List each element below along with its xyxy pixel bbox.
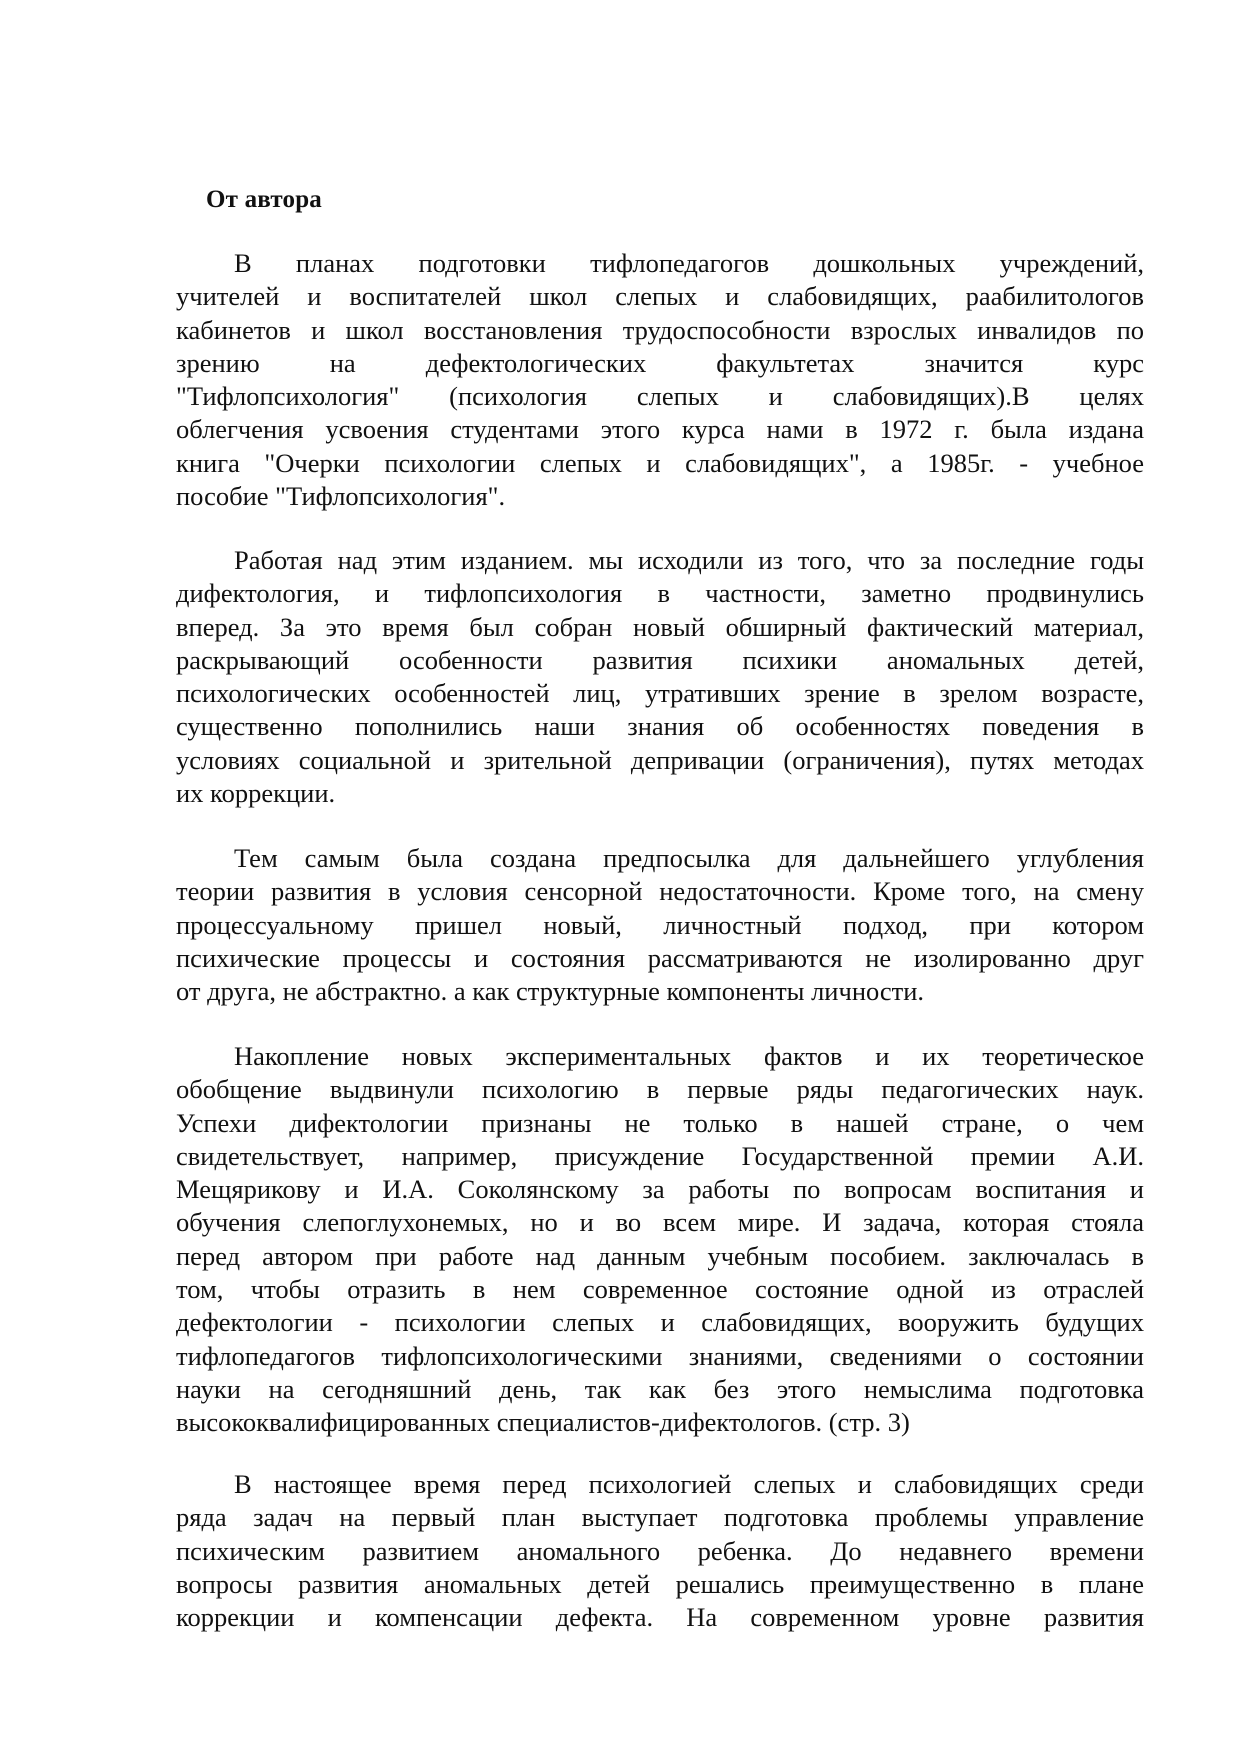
text-line: науки на сегодняшний день, так как без этого немыслима подготовка [176, 1373, 1144, 1404]
text-line: существенно пополнились наши знания об особенностях поведения в [176, 711, 1144, 742]
text-line: Мещярикову и И.А. Соколянскому за работы по вопросам воспитания и [176, 1174, 1144, 1205]
text-line: дефектологии - психологии слепых и слабовидящих, вооружить будущих [176, 1307, 1144, 1338]
text-line: кабинетов и школ восстановления трудоспособности взрослых инвалидов по [176, 314, 1144, 345]
text-line: раскрывающий особенности развития психики аномальных детей, [176, 644, 1144, 675]
text-line: зрению на дефектологических факультетах значится курс [176, 347, 1144, 378]
text-line: дифектология, и тифлопсихология в частности, заметно продвинулись [176, 578, 1144, 609]
text-line: от друга, не абстрактно. а как структурные компоненты личности. [176, 976, 925, 1007]
text-line: книга "Очерки психологии слепых и слабовидящих", а 1985г. - учебное [176, 447, 1144, 478]
text-line: "Тифлопсихология" (психология слепых и слабовидящих).В целях [176, 381, 1144, 412]
text-line: том, чтобы отразить в нем современное состояние одной из отраслей [176, 1274, 1144, 1305]
text-line: облегчения усвоения студентами этого курса нами в 1972 г. была издана [176, 414, 1144, 445]
text-line: вопросы развития аномальных детей решались преимущественно в плане [176, 1568, 1144, 1599]
text-line: Успехи дифектологии признаны не только в нашей стране, о чем [176, 1107, 1144, 1138]
text-line: коррекции и компенсации дефекта. На современном уровне развития [176, 1602, 1144, 1633]
text-line: процессуальному пришел новый, личностный подход, при котором [176, 909, 1144, 940]
text-line: тифлопедагогов тифлопсихологическими знаниями, сведениями о состоянии [176, 1340, 1144, 1371]
paragraph [176, 247, 1144, 513]
text-line: высококвалифицированных специалистов-дифектологов. (стр. 3) [176, 1407, 910, 1438]
text-line: психические процессы и состояния рассматриваются не изолированно друг [176, 942, 1144, 973]
text-line: учителей и воспитателей школ слепых и слабовидящих, раабилитологов [176, 281, 1144, 312]
text-line: условиях социальной и зрительной депривации (ограничения), путях методах [176, 744, 1144, 775]
text-line: вперед. За это время был собран новый обширный фактический материал, [176, 611, 1144, 642]
text-line: психологических особенностей лиц, утративших зрение в зрелом возрасте, [176, 678, 1144, 709]
paragraph [176, 1040, 1144, 1440]
text-line: Работая над этим изданием. мы исходили из того, что за последние годы [234, 545, 1144, 575]
text-line: Накопление новых экспериментальных фактов и их теоретическое [234, 1041, 1144, 1071]
text-line: обобщение выдвинули психологию в первые ряды педагогических наук. [176, 1074, 1144, 1105]
text-line: Тем самым была создана предпосылка для дальнейшего углубления [234, 843, 1144, 873]
text-line: психическим развитием аномального ребенка. До недавнего времени [176, 1535, 1144, 1566]
paragraph [176, 1468, 1144, 1634]
text-line: пособие "Тифлопсихология". [176, 481, 506, 512]
text-line: обучения слепоглухонемых, но и во всем мире. И задача, которая стояла [176, 1207, 1144, 1238]
text-line: ряда задач на первый план выступает подготовка проблемы управление [176, 1502, 1144, 1533]
section-heading: От автора [206, 186, 323, 213]
text-line: перед автором при работе над данным учебным пособием. заключалась в [176, 1240, 1144, 1271]
text-line: В настоящее время перед психологией слепых и слабовидящих среди [234, 1469, 1144, 1499]
text-line: В планах подготовки тифлопедагогов дошкольных учреждений, [234, 248, 1144, 278]
paragraph [176, 544, 1144, 810]
text-line: их коррекции. [176, 778, 336, 809]
paragraph [176, 842, 1144, 1008]
text-line: свидетельствует, например, присуждение Государственной премии А.И. [176, 1140, 1144, 1171]
text-line: теории развития в условия сенсорной недостаточности. Кроме того, на смену [176, 876, 1144, 907]
